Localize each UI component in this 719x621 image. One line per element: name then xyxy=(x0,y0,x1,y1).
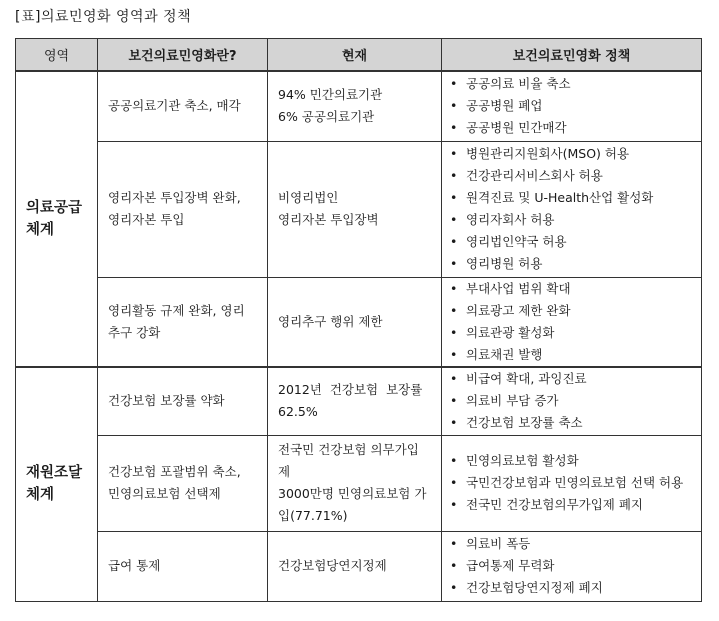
policy-item: • 병원관리지원회사(MSO) 허용 xyxy=(450,146,630,161)
current-line: 영리자본 투입장벽 xyxy=(278,212,379,227)
policy-cell xyxy=(442,71,702,141)
policy-item: • 국민건강보험과 민영의료보험 선택 허용 xyxy=(450,475,684,490)
policy-cell xyxy=(442,141,702,277)
policy-item: • 공공병원 민간매각 xyxy=(450,120,567,136)
policy-item: • 의료비 부담 증가 xyxy=(450,393,559,409)
header-policy: 보건의료민영화 정책 xyxy=(442,39,702,72)
policy-item: • 의료채권 발행 xyxy=(450,346,543,362)
policy-item: • 영리병원 허용 xyxy=(450,256,543,271)
current-line: 2012년 건강보험 보장률 xyxy=(278,382,423,398)
table-row xyxy=(16,277,702,367)
area-label-line: 재원조달 xyxy=(26,465,83,482)
current-line: 전국민 건강보험 의무가입 xyxy=(278,442,419,457)
policy-item: • 공공의료 비율 축소 xyxy=(450,76,571,92)
policy-item: • 비급여 확대, 과잉진료 xyxy=(450,371,587,387)
area-label-line: 체계 xyxy=(26,222,55,238)
current-line: 건강보험당연지정제 xyxy=(278,558,387,573)
table-row xyxy=(16,141,702,277)
policy-cell xyxy=(442,277,702,367)
area-supply xyxy=(16,71,98,367)
current-line: 영리추구 행위 제한 xyxy=(278,313,383,329)
policy-item: • 공공병원 폐업 xyxy=(450,98,543,114)
definition-line: 영리활동 규제 완화, 영리 xyxy=(108,302,245,318)
policy-cell xyxy=(442,367,702,435)
header-current: 현재 xyxy=(268,39,442,72)
definition-cell xyxy=(98,71,268,141)
policy-item: • 전국민 건강보험의무가입제 폐지 xyxy=(450,497,643,512)
current-cell xyxy=(268,141,442,277)
policy-item: • 건강보험 보장률 축소 xyxy=(450,415,583,431)
privatization-policy-table xyxy=(15,38,702,602)
table-row xyxy=(16,435,702,531)
table-caption: [표]의료민영화 영역과 정책 xyxy=(15,9,192,25)
definition-line: 급여 통제 xyxy=(108,558,161,573)
policy-item: • 의료비 폭등 xyxy=(450,536,531,551)
policy-item: • 부대사업 범위 확대 xyxy=(450,280,571,296)
header-definition: 보건의료민영화란? xyxy=(98,39,268,72)
current-line: 비영리법인 xyxy=(278,190,339,205)
definition-cell xyxy=(98,435,268,531)
current-cell xyxy=(268,435,442,531)
definition-line: 건강보험 보장률 약화 xyxy=(108,393,225,409)
current-line: 3000만명 민영의료보험 가 xyxy=(278,486,427,501)
policy-item: • 원격진료 및 U-Health산업 활성화 xyxy=(450,190,654,205)
definition-line: 공공의료기관 축소, 매각 xyxy=(108,98,241,114)
current-cell xyxy=(268,71,442,141)
policy-item: • 영리자회사 허용 xyxy=(450,212,555,227)
policy-cell xyxy=(442,531,702,601)
definition-cell xyxy=(98,531,268,601)
policy-cell xyxy=(442,435,702,531)
header-area: 영역 xyxy=(16,39,98,72)
table-row xyxy=(16,367,702,435)
area-finance xyxy=(16,367,98,601)
policy-item: • 건강보험당연지정제 폐지 xyxy=(450,580,603,595)
table-row xyxy=(16,531,702,601)
definition-line: 영리자본 투입 xyxy=(108,212,185,227)
definition-line: 건강보험 포괄범위 축소, xyxy=(108,464,241,479)
policy-item: • 건강관리서비스회사 허용 xyxy=(450,168,603,183)
current-cell xyxy=(268,531,442,601)
policy-item: • 영리법인약국 허용 xyxy=(450,234,567,249)
definition-line: 민영의료보험 선택제 xyxy=(108,486,221,501)
definition-line: 추구 강화 xyxy=(108,324,161,340)
area-label-line: 체계 xyxy=(26,487,55,504)
current-line: 94% 민간의료기관 xyxy=(278,87,383,103)
definition-line: 영리자본 투입장벽 완화, xyxy=(108,190,241,205)
policy-item: • 의료관광 활성화 xyxy=(450,324,555,340)
policy-item: • 의료광고 제한 완화 xyxy=(450,302,571,318)
current-line: 62.5% xyxy=(278,404,318,420)
policy-item: • 민영의료보험 활성화 xyxy=(450,453,579,468)
area-label-line: 의료공급 xyxy=(26,200,83,216)
definition-cell xyxy=(98,367,268,435)
current-cell xyxy=(268,367,442,435)
definition-cell xyxy=(98,141,268,277)
policy-item: • 급여통제 무력화 xyxy=(450,558,555,573)
table-header-row xyxy=(16,39,702,72)
current-line: 제 xyxy=(278,464,291,479)
current-line: 6% 공공의료기관 xyxy=(278,109,375,125)
definition-cell xyxy=(98,277,268,367)
table-row xyxy=(16,71,702,141)
current-cell xyxy=(268,277,442,367)
current-line: 입(77.71%) xyxy=(278,508,348,523)
